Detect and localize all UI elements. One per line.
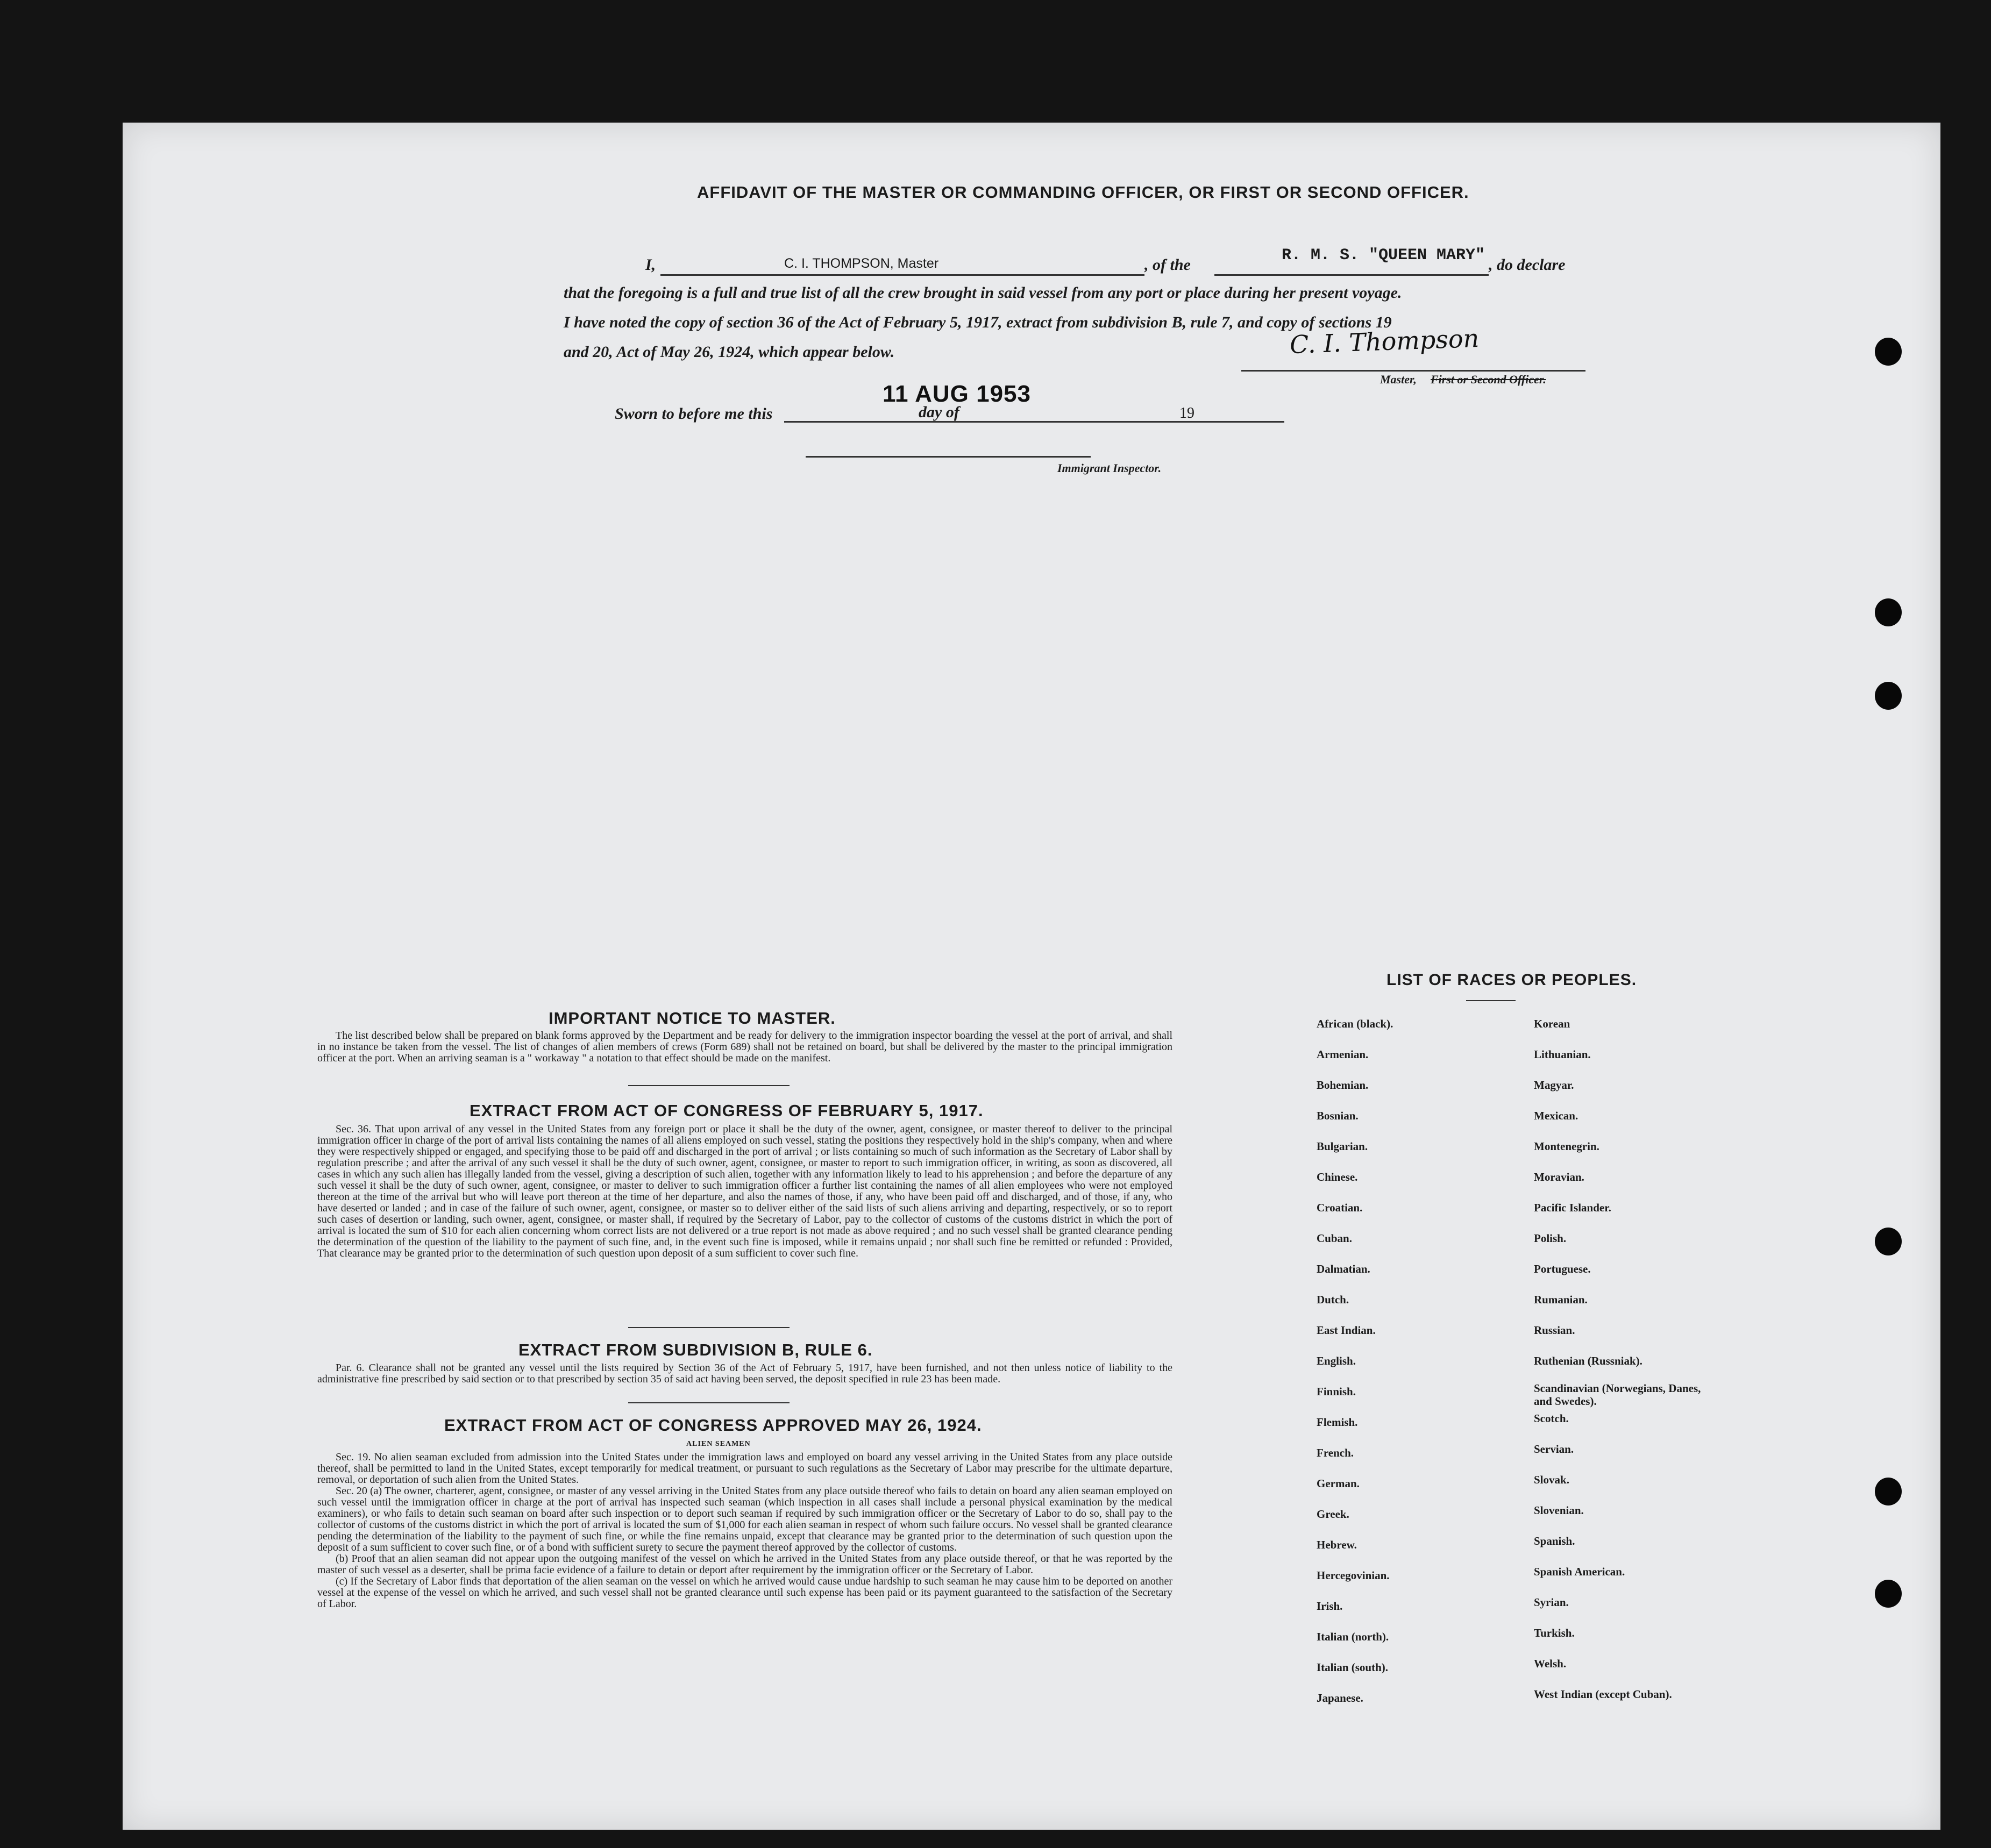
race-item: Italian (south).: [1317, 1661, 1389, 1674]
race-item: Chinese.: [1317, 1171, 1358, 1183]
binder-hole: [1875, 682, 1902, 710]
extract-1917-title: EXTRACT FROM ACT OF CONGRESS OF FEBRUARY 5, 1917.: [470, 1101, 984, 1120]
race-item: Dutch.: [1317, 1293, 1349, 1306]
race-item: Japanese.: [1317, 1692, 1363, 1704]
race-item: Montenegrin.: [1534, 1140, 1599, 1153]
races-title: LIST OF RACES OR PEOPLES.: [1386, 971, 1637, 989]
race-item: Greek.: [1317, 1508, 1349, 1521]
declaration-line-4: and 20, Act of May 26, 1924, which appear below.: [564, 343, 895, 361]
vessel-name-line: [1214, 274, 1489, 276]
race-item: Slovenian.: [1534, 1504, 1584, 1517]
binder-hole: [1875, 598, 1902, 626]
race-item: Bosnian.: [1317, 1109, 1359, 1122]
day-of-label: day of: [919, 403, 959, 421]
race-item: German.: [1317, 1477, 1360, 1490]
race-item: Syrian.: [1534, 1596, 1569, 1609]
section-20c-text: (c) If the Secretary of Labor finds that deportation of the alien seaman on the vessel on which he arrived would cause undue hardship to such seaman he may cause him to be deported on another vessel at the expense of the vessel on which he arrived, and such vessel shall not be granted clearance until such expense has been paid or its payment guaranteed to the satisfaction of the Secretary of Labor.: [317, 1575, 1172, 1610]
race-item: Pacific Islander.: [1534, 1201, 1611, 1214]
extract-1924-body: [317, 1452, 1172, 1610]
race-item: Italian (north).: [1317, 1630, 1389, 1643]
race-item: Korean: [1534, 1017, 1570, 1030]
sworn-label: Sworn to before me this: [615, 405, 773, 423]
race-item: Magyar.: [1534, 1079, 1574, 1091]
declaration-line-3: I have noted the copy of section 36 of the Act of February 5, 1917, extract from subdivision B, rule 7, and copy of sections 19: [564, 313, 1392, 331]
binder-hole: [1875, 1580, 1902, 1608]
alien-seamen-subtitle: ALIEN SEAMEN: [686, 1440, 751, 1448]
paragraph-6-text: Par. 6. Clearance shall not be granted any vessel until the lists required by Section 36 of the Act of February 5, 1917, have been furnished, and not then unless notice of liability to the administrative fine prescribed by said section or to that prescribed by section 35 of said act having been served, the deposit specified in rule 23 has been made.: [317, 1362, 1172, 1385]
of-the-label: , of the: [1144, 256, 1191, 274]
section-20b-text: (b) Proof that an alien seaman did not appear upon the outgoing manifest of the vessel on which he arrived in the United States from any place outside thereof, or that he was reported by the master of such vessel as a deserter, shall be prima facie evidence of a failure to detain or deport after requirement by the immigration officer or the Secretary of Labor.: [317, 1553, 1172, 1576]
race-item: Bulgarian.: [1317, 1140, 1368, 1153]
race-item: Turkish.: [1534, 1626, 1575, 1639]
race-item: East Indian.: [1317, 1324, 1376, 1337]
race-item: West Indian (except Cuban).: [1534, 1688, 1672, 1701]
sworn-day-line: [784, 421, 1284, 423]
race-item: Cuban.: [1317, 1232, 1352, 1245]
divider: [628, 1402, 790, 1403]
extract-rule6-title: EXTRACT FROM SUBDIVISION B, RULE 6.: [518, 1340, 873, 1359]
race-item: Dalmatian.: [1317, 1262, 1370, 1275]
race-item: Flemish.: [1317, 1416, 1358, 1429]
divider: [628, 1085, 790, 1086]
race-item: Mexican.: [1534, 1109, 1578, 1122]
extract-rule6-body: [317, 1362, 1172, 1385]
race-item: Spanish American.: [1534, 1565, 1625, 1578]
race-item: Scandinavian (Norwegians, Danes, and Swedes).: [1534, 1382, 1701, 1408]
race-item: Slovak.: [1534, 1473, 1569, 1486]
race-item: Servian.: [1534, 1443, 1574, 1455]
signature-line: [1241, 370, 1585, 372]
date-stamp: 11 AUG 1953: [883, 381, 1031, 407]
race-item: Bohemian.: [1317, 1079, 1369, 1091]
year-prefix: 19: [1179, 405, 1194, 422]
races-title-underline: [1466, 1000, 1516, 1001]
binder-hole: [1875, 1478, 1902, 1505]
notice-text: The list described below shall be prepared on blank forms approved by the Department and be ready for delivery to the immigration inspector boarding the vessel at the port of arrival, and shall in no instance be taken from the vessel. The list of changes of alien members of crews (Form 689) shall not be retained on board, but shall be delivered by the master to the principal immigration officer at the port. When an arriving seaman is a " workaway " a notation to that effect should be made on the manifest.: [317, 1030, 1172, 1064]
race-item: Spanish.: [1534, 1535, 1575, 1547]
race-item: Ruthenian (Russniak).: [1534, 1354, 1642, 1367]
document-page: [123, 123, 1940, 1830]
section-36-text: Sec. 36. That upon arrival of any vessel in the United States from any foreign port or place it shall be the duty of the owner, agent, consignee, or master thereof to deliver to the principal immigration officer in charge of the port of arrival lists containing the names of all aliens employed on such vessel, stating the positions they respectively hold in the ship's company, when and where they were respectively shipped or engaged, and specifying those to be paid off and discharged in the port of arrival ; or lists containing so much of such information as the Secretary of Labor shall by regulation prescribe ; and after the arrival of any such vessel it shall be the duty of such owner, agent, consignee, or master to report to such immigration officer, in writing, as soon as discovered, all cases in which any such alien has illegally landed from the vessel, giving a description of such alien, together with any information likely to lead to his apprehension ; and before the departure of any such vessel it shall be the duty of such owner, agent, consignee, or master to deliver to such immigration officer a further list containing the names of all alien employees who were not employed thereon at the time of the arrival but who will leave port thereon at the time of her departure, and also the names of those, if any, who have been paid off and discharged, and of those, if any, who have deserted or landed ; and in case of the failure of such owner, agent, consignee, or master so to deliver either of the said lists of such aliens arriving and departing, respectively, or so to report such cases of desertion or landing, such owner, agent, consignee, or master shall, if required by the Secretary of Labor, pay to the collector of customs of the customs district in which the port of arrival is located the sum of $10 for each alien concerning whom correct lists are not delivered or a true report is not made as above required ; and no such vessel shall be granted clearance pending the determination of the question of the liability to the payment of such fine, and, in the event such fine is imposed, while it remains unpaid ; nor shall such fine be remitted or refunded : Provided, That clearance may be granted prior to the determination of such question upon deposit of a sum sufficient to cover such fine.: [317, 1123, 1172, 1259]
struck-officer-label: First or Second Officer.: [1431, 373, 1546, 386]
notice-body: [317, 1030, 1172, 1064]
race-item: French.: [1317, 1446, 1354, 1459]
declarant-label: I,: [645, 256, 656, 274]
inspector-signature-line: [806, 456, 1091, 458]
inspector-label: Immigrant Inspector.: [1057, 461, 1162, 475]
race-item: Irish.: [1317, 1600, 1343, 1612]
affidavit-title: AFFIDAVIT OF THE MASTER OR COMMANDING OFFICER, OR FIRST OR SECOND OFFICER.: [697, 183, 1469, 202]
master-name-field: C. I. THOMPSON, Master: [784, 256, 939, 271]
do-declare-label: , do declare: [1489, 256, 1566, 274]
section-20a-text: Sec. 20 (a) The owner, charterer, agent, consignee, or master of any vessel arriving in the United States from any place outside thereof who fails to detain on board any alien seaman employed on such vessel until the immigration officer in charge at the port of arrival has inspected such seaman (which inspection in all cases shall include a personal physical examination by the medical examiners), or who fails to detain such seaman on board after such inspection or to deport such seaman if required by such immigration officer or the Secretary of Labor to do so, shall pay to the collector of customs of the customs district in which the port of arrival is located the sum of $1,000 for each alien seaman in respect of whom such failure occurs. No vessel shall be granted clearance pending the determination of the liability to the payment of such fine, or while the fine remains unpaid, except that clearance may be granted prior to the determination of such question upon the deposit of a sum sufficient to cover such fine, or of a bond with sufficient surety to secure the payment thereof approved by the collector of customs.: [317, 1485, 1172, 1553]
master-name-line: [660, 274, 1144, 276]
race-item: Rumanian.: [1534, 1293, 1588, 1306]
notice-title: IMPORTANT NOTICE TO MASTER.: [549, 1009, 836, 1028]
binder-hole: [1875, 338, 1902, 366]
race-item: Finnish.: [1317, 1385, 1356, 1398]
race-item: Lithuanian.: [1534, 1048, 1591, 1061]
race-item: Hebrew.: [1317, 1538, 1357, 1551]
section-19-text: Sec. 19. No alien seaman excluded from admission into the United States under the immigration laws and employed on board any vessel arriving in the United States from any place outside thereof, shall be permitted to land in the United States, except temporarily for medical treatment, or pursuant to such regulations as the Secretary of Labor may prescribe for the ultimate departure, removal, or deportation of such alien from the United States.: [317, 1451, 1172, 1486]
extract-1924-title: EXTRACT FROM ACT OF CONGRESS APPROVED MAY 26, 1924.: [444, 1416, 982, 1435]
divider: [628, 1327, 790, 1328]
declaration-line-2: that the foregoing is a full and true list of all the crew brought in said vessel from any port or place during her present voyage.: [564, 284, 1402, 302]
race-item: Portuguese.: [1534, 1262, 1591, 1275]
race-item: Russian.: [1534, 1324, 1575, 1337]
binder-hole: [1875, 1228, 1902, 1255]
vessel-name-field: R. M. S. "QUEEN MARY": [1282, 246, 1485, 265]
race-item: Polish.: [1534, 1232, 1567, 1245]
master-signature: C. I. Thompson: [1289, 323, 1480, 360]
race-item: Welsh.: [1534, 1657, 1567, 1670]
race-item: Hercegovinian.: [1317, 1569, 1390, 1582]
race-item: Armenian.: [1317, 1048, 1369, 1061]
race-item: Scotch.: [1534, 1412, 1569, 1425]
race-item: African (black).: [1317, 1017, 1393, 1030]
race-item: Moravian.: [1534, 1171, 1584, 1183]
master-label: Master,: [1380, 373, 1417, 386]
race-item: Croatian.: [1317, 1201, 1363, 1214]
extract-1917-body: [317, 1124, 1172, 1259]
race-item: English.: [1317, 1354, 1356, 1367]
